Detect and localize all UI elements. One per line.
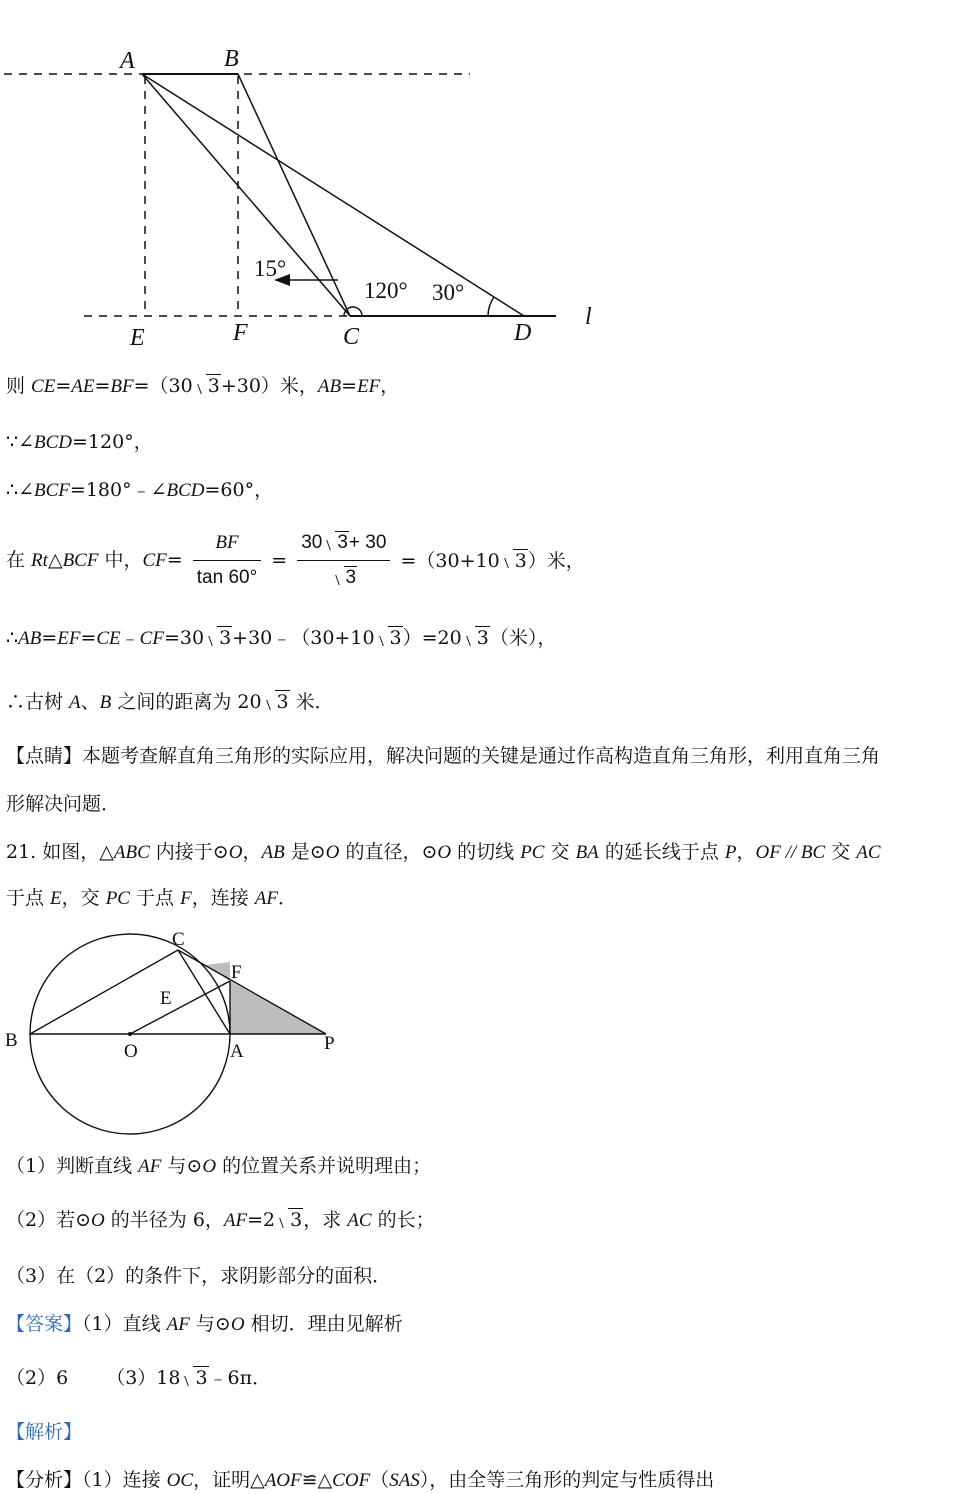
- label-o: O: [124, 1041, 138, 1062]
- fraction-30sqrt3: $\frac{30 3+ 30}{3}$: [297, 530, 390, 591]
- label-f: F: [233, 320, 248, 346]
- label-l: l: [585, 304, 592, 330]
- label-d: D: [514, 320, 532, 346]
- fraction-bf-tan60: $\frac{BF}{\tan 60^\circ}$: [193, 530, 261, 591]
- sub-question-2: （2）若⊙O 的半径为 6，AF=2 3，求 AC 的长；: [6, 1209, 435, 1231]
- analysis-tag: 【解析】: [6, 1421, 83, 1443]
- fenxi-tag: 【分析】: [6, 1469, 83, 1491]
- angle-15: 15°: [254, 256, 287, 281]
- solution-line-2: ∵∠BCD=120°，: [6, 431, 153, 453]
- sqrt-symbol: 3: [263, 690, 290, 714]
- label-a: A: [230, 1041, 244, 1062]
- analysis-line-1: 【分析】（1）连接 OC，证明△AOF≌△COF（SAS），由全等三角形的判定与性质得出: [6, 1469, 715, 1491]
- sub-question-3: （3）在（2）的条件下，求阴影部分的面积．: [6, 1265, 392, 1287]
- label-p: P: [324, 1033, 335, 1054]
- label-c: C: [343, 324, 360, 350]
- sqrt-symbol: 3: [501, 548, 528, 574]
- label-e: E: [130, 325, 145, 351]
- segment-bc: [30, 950, 178, 1034]
- segment-ca: [178, 950, 230, 1034]
- solution-line-1: 则 CE=AE=BF=（30 3+30）米，AB=EF，: [6, 375, 400, 397]
- answer-line-2: （2）6 （3）18 3﹣6π．: [6, 1367, 272, 1389]
- question-21-line-2: 于点 E，交 PC 于点 F，连接 AF．: [6, 887, 297, 909]
- center-dot: [128, 1032, 132, 1036]
- sqrt-symbol: 3: [376, 626, 403, 650]
- dianjing-line-1: 【点睛】本题考查解直角三角形的实际应用，解决问题的关键是通过作高构造直角三角形，利用直角三角: [6, 745, 881, 767]
- label-c: C: [172, 929, 185, 950]
- sqrt-symbol: 3: [194, 374, 221, 398]
- label-f: F: [231, 962, 242, 983]
- sqrt-symbol: 3: [181, 1366, 208, 1390]
- dianjing-line-2: 形解决问题．: [6, 793, 121, 815]
- geometry-figure-1: [0, 40, 620, 360]
- label-b: B: [5, 1030, 18, 1051]
- answer-line-1: 【答案】（1）直线 AF 与⊙O 相切．理由见解析: [6, 1313, 403, 1335]
- angle-120: 120°: [364, 278, 408, 303]
- solution-line-5: ∴AB=EF=CE﹣CF=30 3+30﹣（30+10 3）=20 3（米），: [6, 627, 557, 649]
- solution-line-6: ∴古树 A、B 之间的距离为 20 3 米．: [6, 691, 334, 713]
- sqrt-symbol: 3: [332, 565, 358, 591]
- sub-question-1: （1）判断直线 AF 与⊙O 的位置关系并说明理由；: [6, 1155, 432, 1177]
- solution-line-3: ∴∠BCF=180°﹣∠BCD=60°，: [6, 479, 274, 501]
- geometry-figure-2: [0, 925, 360, 1135]
- sqrt-symbol: 3: [323, 530, 349, 556]
- sqrt-symbol: 3: [463, 626, 490, 650]
- label-a: A: [120, 48, 135, 74]
- label-e: E: [160, 988, 172, 1009]
- question-21-line-1: 21. 如图，△ABC 内接于⊙O，AB 是⊙O 的直径，⊙O 的切线 PC 交 BA 的延长线于点 P，OF // BC 交 AC: [6, 841, 881, 863]
- segment-of: [130, 981, 230, 1034]
- answer-tag: 【答案】: [6, 1313, 83, 1335]
- angle-arc-30: [488, 297, 494, 316]
- label-b: B: [224, 46, 239, 72]
- angle-30: 30°: [432, 280, 465, 305]
- sqrt-symbol: 3: [205, 626, 232, 650]
- solution-line-4: 在 Rt△BCF 中，CF= $\frac{BF}{\tan 60^\circ}$ = $\frac{30 3+ 30}{3}$ =（30+10 3）米，: [6, 530, 585, 591]
- sqrt-symbol: 3: [276, 1208, 303, 1232]
